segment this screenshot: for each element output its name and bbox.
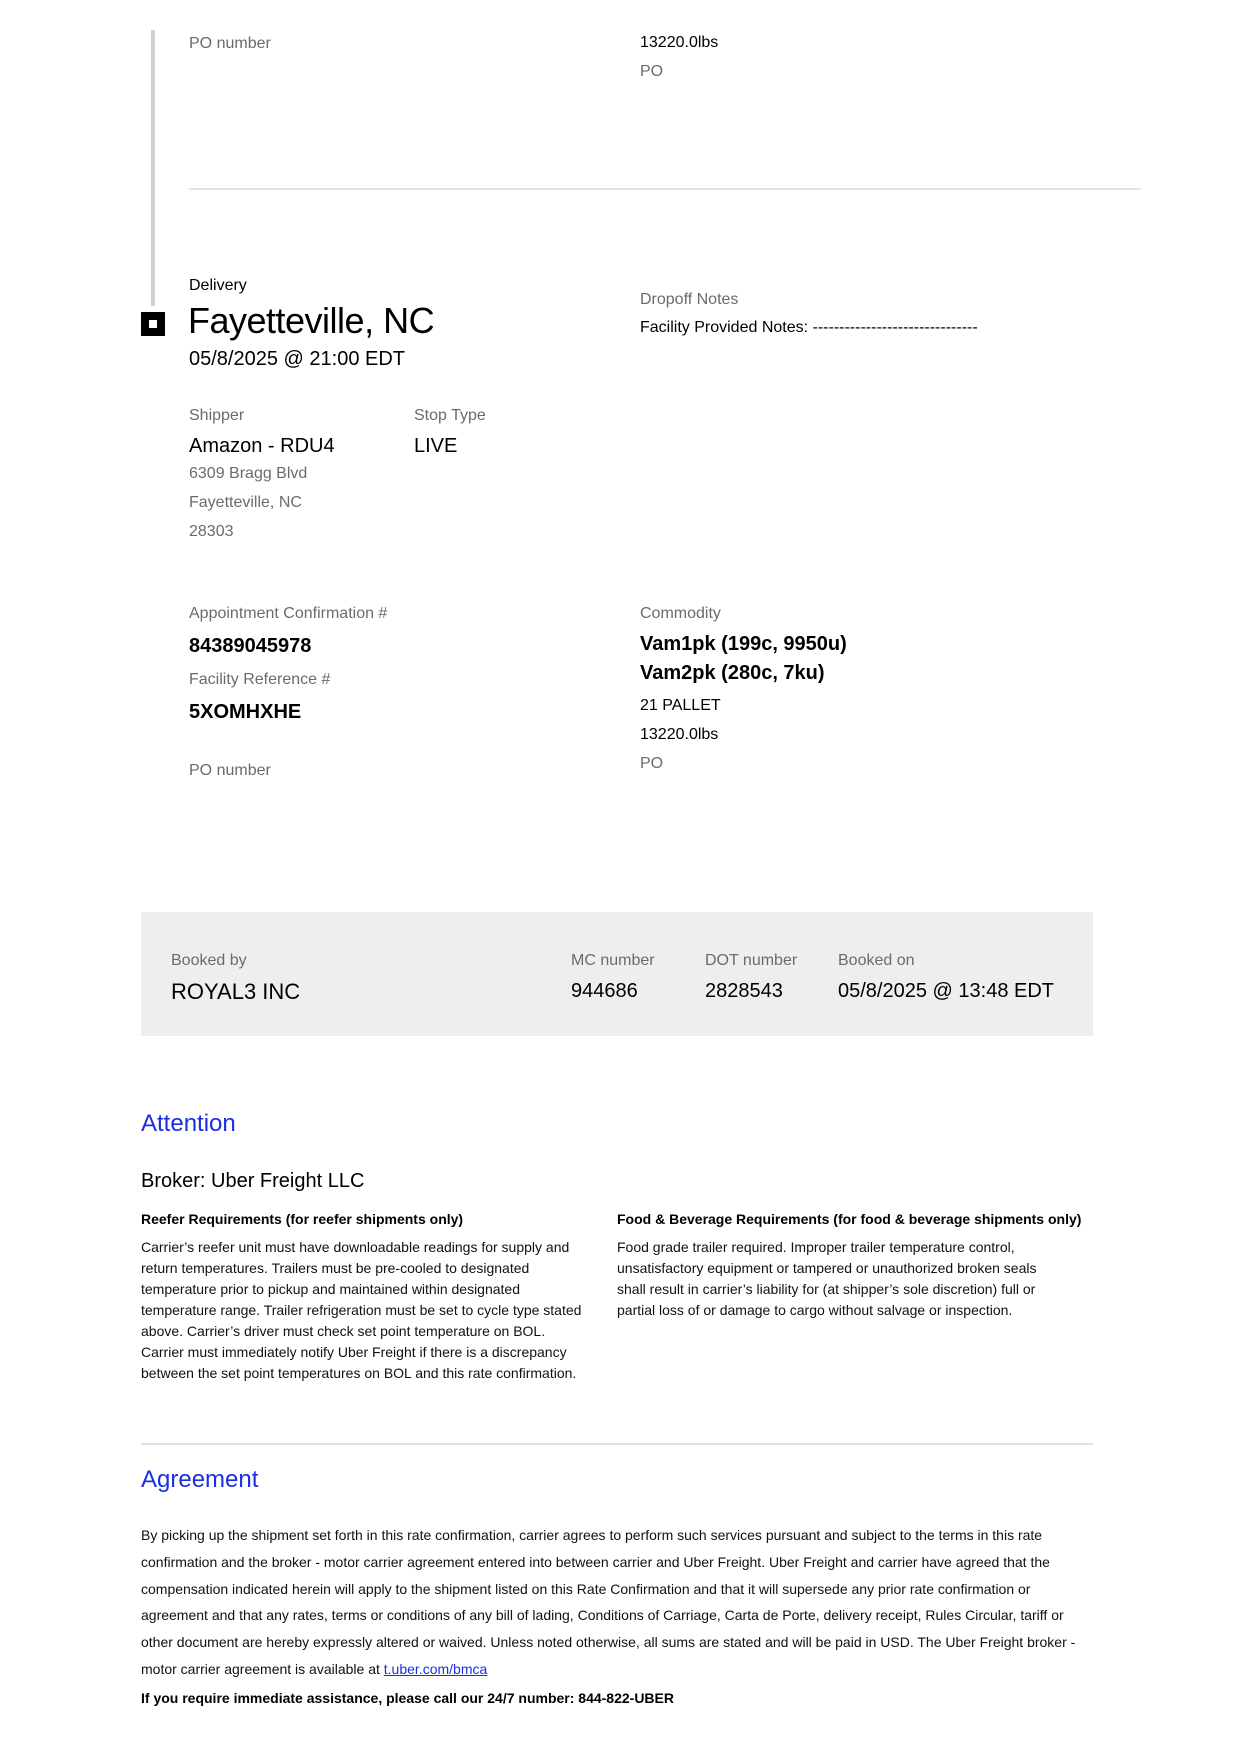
bmca-link[interactable]: t.uber.com/bmca bbox=[383, 1660, 488, 1677]
mc-number-label: MC number bbox=[571, 952, 655, 969]
facility-ref-label: Facility Reference # bbox=[189, 671, 331, 688]
commodity-line2: Vam2pk (280c, 7ku) bbox=[640, 662, 825, 684]
commodity-pallets: 21 PALLET bbox=[640, 697, 721, 714]
stop-divider bbox=[189, 188, 1141, 190]
reefer-text: Carrier’s reefer unit must have downloadable readings for supply and return temperatures. Trailers must be pre-cooled to designated temperature prior to pickup and maintained within designated temperature range. Trailer refrigeration must be set to cycle type stated above. Carrier’s driver must check set point temperature on BOL. Carrier must immediately notify Uber Freight if there is a discrepancy between the set point temperatures on BOL and this rate confirmation. bbox=[141, 1239, 582, 1381]
food-text: Food grade trailer required. Improper trailer temperature control, unsatisfactory equipment or tampered or unauthorized broken seals shall result in carrier’s liability for (at shipper’s sole discretion) full or partial loss of or damage to cargo without salvage or inspection. bbox=[617, 1239, 1037, 1318]
delivery-city: Fayetteville, NC bbox=[188, 300, 435, 341]
stop-type-value: LIVE bbox=[414, 435, 458, 457]
booked-on-value: 05/8/2025 @ 13:48 EDT bbox=[838, 980, 1054, 1002]
agreement-text bbox=[141, 1522, 1076, 1683]
top-weight: 13220.0lbs bbox=[640, 34, 719, 51]
appointment-value: 84389045978 bbox=[189, 635, 312, 657]
stop-timeline-line bbox=[151, 30, 155, 306]
commodity-line1: Vam1pk (199c, 9950u) bbox=[640, 633, 847, 655]
food-title: Food & Beverage Requirements (for food & beverage shipments only) bbox=[617, 1211, 1082, 1227]
broker-name: Broker: Uber Freight LLC bbox=[141, 1170, 365, 1192]
stop-type-heading: Delivery bbox=[189, 277, 247, 294]
commodity-po: PO bbox=[640, 755, 664, 772]
dot-number-value: 2828543 bbox=[705, 980, 783, 1002]
delivery-po-label: PO number bbox=[189, 762, 271, 779]
stop-marker-icon bbox=[141, 312, 165, 336]
booked-by-value: ROYAL3 INC bbox=[171, 979, 301, 1004]
top-po-label: PO number bbox=[189, 35, 271, 52]
agreement-body: By picking up the shipment set forth in this rate confirmation, carrier agrees to perform such services pursuant and subject to the terms in this rate confirmation and the broker - motor carrier agreement entered into between carrier and Uber Freight. Uber Freight and carrier have agreed that the compensation indicated herein will apply to the shipment listed on this Rate Confirmation and that it will supersede any prior rate confirmation or agreement and that any rates, terms or conditions of any bill of lading, Conditions of Carriage, Carta de Porte, delivery receipt, Rules Circular, tariff or other document are hereby expressly altered or waived. Unless noted otherwise, all sums are stated and will be paid in USD. The Uber Freight broker - motor carrier agreement is available at bbox=[141, 1527, 1076, 1677]
booked-on-label: Booked on bbox=[838, 952, 915, 969]
shipper-address-line1: 6309 Bragg Blvd bbox=[189, 465, 308, 482]
reefer-title: Reefer Requirements (for reefer shipments only) bbox=[141, 1211, 464, 1227]
facility-ref-value: 5XOMHXHE bbox=[189, 701, 302, 723]
stop-type-label: Stop Type bbox=[414, 407, 486, 424]
booked-by-label: Booked by bbox=[171, 952, 247, 969]
booking-summary bbox=[141, 912, 1093, 1036]
shipper-address-line3: 28303 bbox=[189, 523, 234, 540]
attention-title: Attention bbox=[141, 1110, 236, 1137]
dropoff-notes: Facility Provided Notes: ------------------------------- bbox=[640, 319, 978, 336]
section-divider bbox=[141, 1443, 1093, 1445]
top-po-value: PO bbox=[640, 63, 664, 80]
appointment-label: Appointment Confirmation # bbox=[189, 605, 388, 622]
shipper-name: Amazon - RDU4 bbox=[189, 435, 335, 457]
shipper-label: Shipper bbox=[189, 407, 245, 424]
commodity-weight: 13220.0lbs bbox=[640, 726, 719, 743]
mc-number-value: 944686 bbox=[571, 980, 638, 1002]
delivery-datetime: 05/8/2025 @ 21:00 EDT bbox=[189, 348, 405, 370]
agreement-title: Agreement bbox=[141, 1466, 259, 1493]
shipper-address-line2: Fayetteville, NC bbox=[189, 494, 302, 511]
dot-number-label: DOT number bbox=[705, 952, 798, 969]
dropoff-notes-label: Dropoff Notes bbox=[640, 291, 739, 308]
commodity-label: Commodity bbox=[640, 605, 721, 622]
assistance-text: If you require immediate assistance, please call our 24/7 number: 844-822-UBER bbox=[141, 1690, 674, 1706]
